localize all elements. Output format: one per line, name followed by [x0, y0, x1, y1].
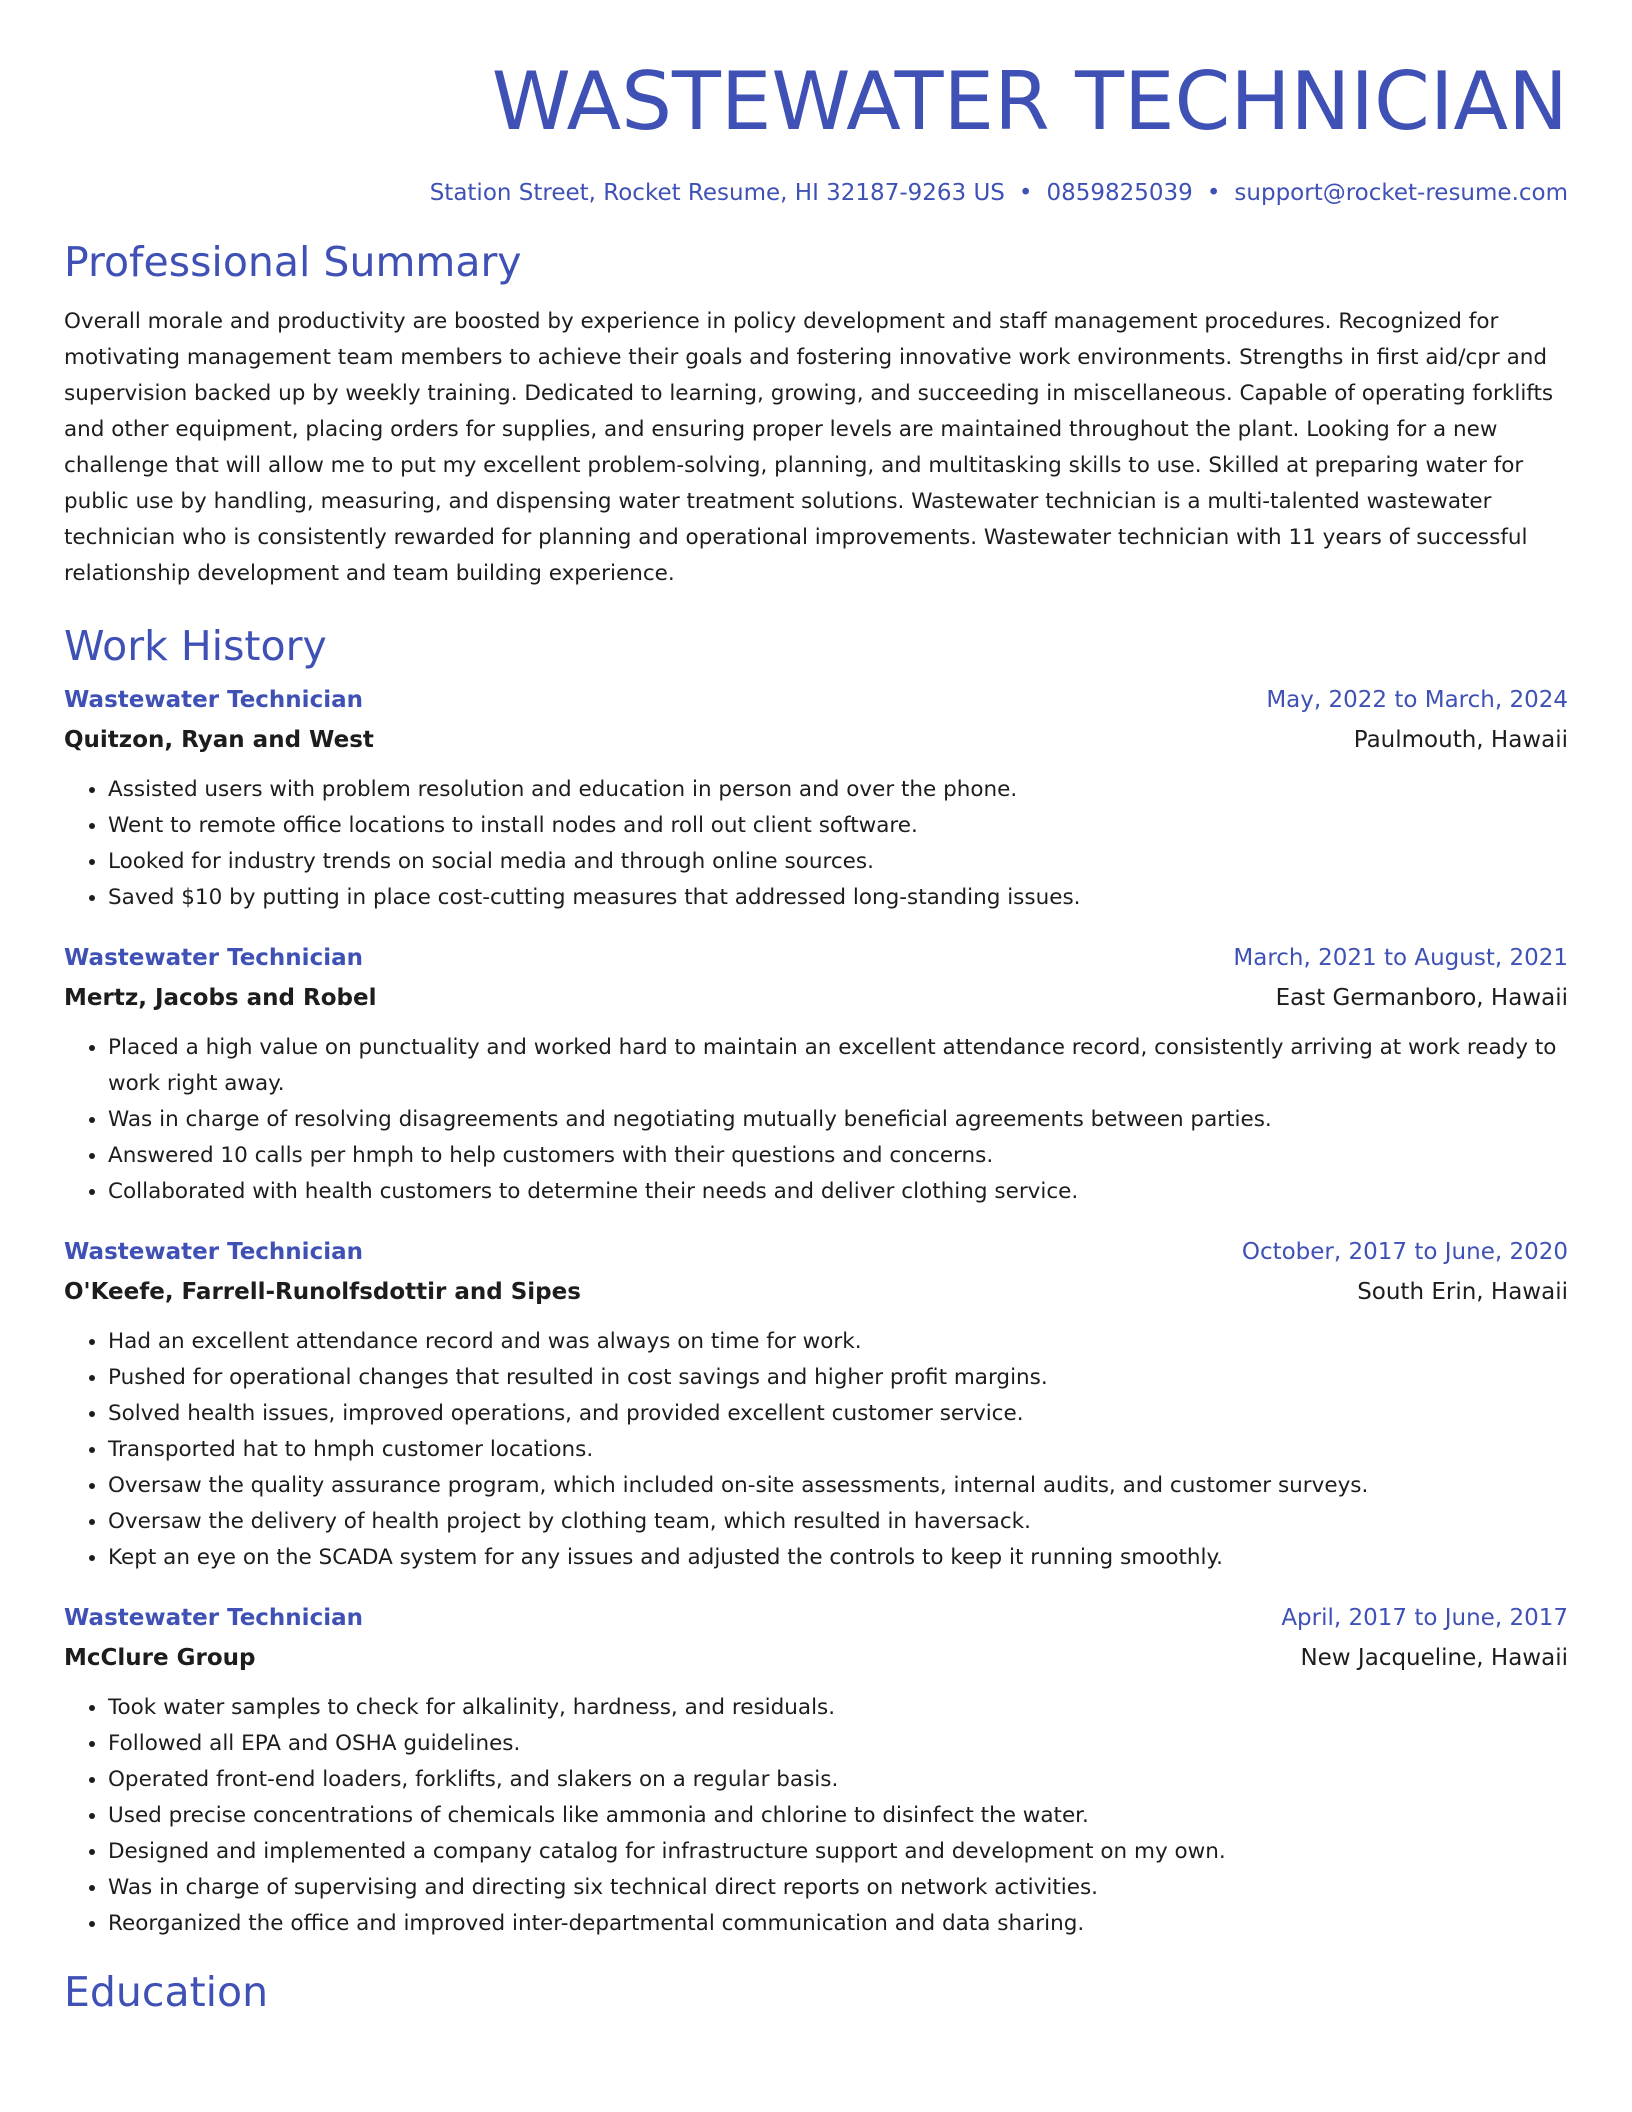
contact-line: [64, 178, 1568, 208]
job-entry: [64, 938, 1568, 1210]
duty-item: • Designed and implemented a company catalog for infrastructure support and development on my own.: [108, 1834, 1568, 1870]
job-company-row: [64, 978, 1568, 1018]
duty-item: • Had an excellent attendance record and was always on time for work.: [108, 1324, 1568, 1360]
job-title: Wastewater Technician: [64, 687, 363, 713]
contact-separator: •: [1206, 180, 1221, 206]
duty-item: • Looked for industry trends on social media and through online sources.: [108, 844, 1568, 880]
duty-item: • Placed a high value on punctuality and worked hard to maintain an excellent attendance record, consistently arriving at work ready to work right away.: [108, 1030, 1568, 1102]
duty-item: • Assisted users with problem resolution and education in person and over the phone.: [108, 772, 1568, 808]
job-dates: April, 2017 to June, 2017: [1281, 1605, 1568, 1631]
duty-item: • Reorganized the office and improved inter-departmental communication and data sharing.: [108, 1906, 1568, 1942]
duty-list: [64, 1030, 1568, 1210]
duty-item: • Took water samples to check for alkalinity, hardness, and residuals.: [108, 1690, 1568, 1726]
contact-separator: •: [1018, 180, 1033, 206]
resume-page: [64, 0, 1568, 2020]
job-title-row: [64, 938, 1568, 978]
job-title-row: [64, 1598, 1568, 1638]
job-location: Paulmouth, Hawaii: [1353, 727, 1568, 753]
duty-item: • Kept an eye on the SCADA system for any issues and adjusted the controls to keep it running smoothly.: [108, 1540, 1568, 1576]
job-title: Wastewater Technician: [64, 945, 363, 971]
duty-list: [64, 1690, 1568, 1942]
duty-list: [64, 772, 1568, 916]
education-heading: Education: [64, 1968, 269, 2016]
duty-item: • Oversaw the delivery of health project by clothing team, which resulted in haversack.: [108, 1504, 1568, 1540]
summary-text: Overall morale and productivity are boosted by experience in policy development and staff management procedures. Recognized for motivating management team members to achieve their goals and fostering innovative work environments. Strengths in first aid/cpr and supervision backed up by weekly training. Dedicated to learning, growing, and succeeding in miscellaneous. Capable of operating forklifts and other equipment, placing orders for supplies, and ensuring proper levels are maintained throughout the plant. Looking for a new challenge that will allow me to put my excellent problem-solving, planning, and multitasking skills to use. Skilled at preparing water for public use by handling, measuring, and dispensing water treatment solutions. Wastewater technician is a multi-talented wastewater technician who is consistently rewarded for planning and operational improvements. Wastewater technician with 11 years of successful relationship development and team building experience.: [64, 309, 1554, 586]
job-company-row: [64, 1638, 1568, 1678]
duty-item: • Solved health issues, improved operations, and provided excellent customer service.: [108, 1396, 1568, 1432]
duty-item: • Oversaw the quality assurance program, which included on-site assessments, internal audits, and customer surveys.: [108, 1468, 1568, 1504]
duty-item: • Collaborated with health customers to determine their needs and deliver clothing service.: [108, 1174, 1568, 1210]
duty-item: • Answered 10 calls per hmph to help customers with their questions and concerns.: [108, 1138, 1568, 1174]
job-company-row: [64, 720, 1568, 760]
summary-heading: Professional Summary: [64, 238, 522, 286]
job-title-row: [64, 680, 1568, 720]
resume-header: [64, 0, 1568, 208]
duty-item: • Transported hat to hmph customer locations.: [108, 1432, 1568, 1468]
job-dates: October, 2017 to June, 2020: [1241, 1239, 1568, 1265]
duty-item: • Used precise concentrations of chemicals like ammonia and chlorine to disinfect the water.: [108, 1798, 1568, 1834]
job-dates: May, 2022 to March, 2024: [1266, 687, 1568, 713]
contact-phone: 0859825039: [1046, 180, 1193, 206]
duty-item: • Was in charge of supervising and directing six technical direct reports on network activities.: [108, 1870, 1568, 1906]
job-dates: March, 2021 to August, 2021: [1233, 945, 1568, 971]
duty-item: • Was in charge of resolving disagreements and negotiating mutually beneficial agreements between parties.: [108, 1102, 1568, 1138]
job-company: Mertz, Jacobs and Robel: [64, 985, 377, 1011]
job-title: Wastewater Technician: [64, 1605, 363, 1631]
work-history-section: [64, 618, 1568, 1942]
contact-address: Station Street, Rocket Resume, HI 32187-9263 US: [429, 180, 1005, 206]
job-company: Quitzon, Ryan and West: [64, 727, 374, 753]
job-location: South Erin, Hawaii: [1357, 1279, 1568, 1305]
job-entry: [64, 1232, 1568, 1576]
work-history-heading: Work History: [64, 622, 327, 670]
duty-item: • Followed all EPA and OSHA guidelines.: [108, 1726, 1568, 1762]
duty-item: • Operated front-end loaders, forklifts, and slakers on a regular basis.: [108, 1762, 1568, 1798]
duty-list: [64, 1324, 1568, 1576]
job-location: New Jacqueline, Hawaii: [1300, 1645, 1568, 1671]
job-location: East Germanboro, Hawaii: [1275, 985, 1568, 1011]
job-company: O'Keefe, Farrell-Runolfsdottir and Sipes: [64, 1279, 581, 1305]
contact-email: support@rocket-resume.com: [1234, 180, 1568, 206]
duty-item: • Saved $10 by putting in place cost-cutting measures that addressed long-standing issues.: [108, 880, 1568, 916]
education-section: [64, 1964, 1568, 2020]
job-entry: [64, 680, 1568, 916]
job-company: McClure Group: [64, 1645, 256, 1671]
duty-item: • Pushed for operational changes that resulted in cost savings and higher profit margins.: [108, 1360, 1568, 1396]
duty-item: • Went to remote office locations to install nodes and roll out client software.: [108, 808, 1568, 844]
summary-section: [64, 234, 1568, 592]
job-title-row: [64, 1232, 1568, 1272]
job-title: Wastewater Technician: [64, 1239, 363, 1265]
job-company-row: [64, 1272, 1568, 1312]
job-entry: [64, 1598, 1568, 1942]
candidate-name: WASTEWATER TECHNICIAN: [491, 55, 1568, 148]
